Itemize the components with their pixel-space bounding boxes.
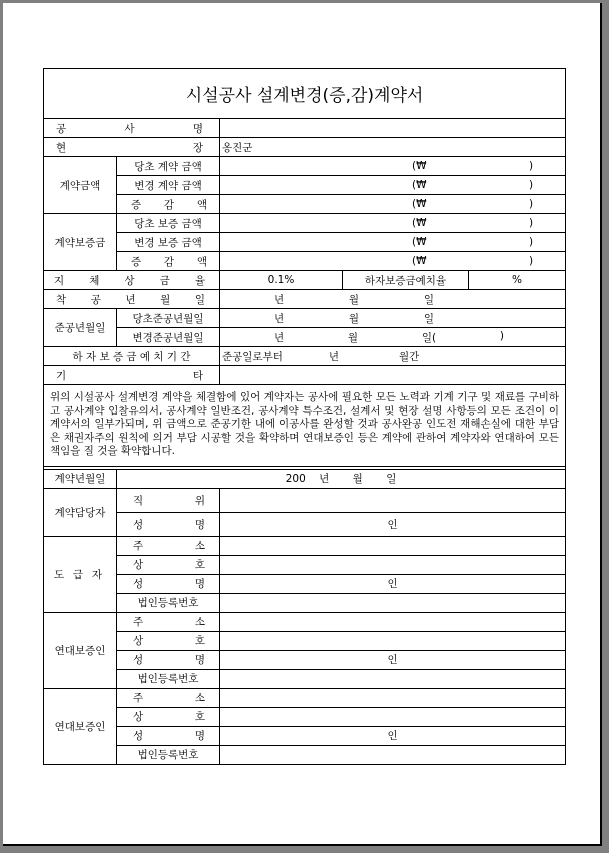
document-title: 시설공사 설계변경(증,감)계약서	[44, 69, 566, 119]
delay-rate-label: 지 체 상 금 율	[44, 271, 220, 290]
guarantor2-corp-reg-value[interactable]	[220, 745, 566, 764]
guarantee-diff-value[interactable]: (₩ )	[220, 252, 566, 271]
contract-amount-label: 계약금액	[44, 157, 117, 214]
officer-position-label: 직 위	[117, 488, 220, 512]
changed-completion-label: 변경준공년월일	[117, 328, 220, 347]
contract-terms-text: 위의 시설공사 설계변경 계약을 체결함에 있어 계약자는 공사에 필요한 모든 노력과 기계 기구 및 재료를 구비하고 공사계약 입찰유의서, 공사계약 일반조건, 공사계약 특수조건, 설계서 및 현장 설명 사항등의 모든 조건이 이 계약서의 일부가되며, 위 금액으로 준공기한 내에 이공사를 완성할 것과 공사완공 인도전 재해손실에 대한 부담은 채권자주의 원칙에 의거 부담 시공할 것을 확약하며 연대보증인 등은 계약에 관하여 계약자와 연대하여 모든 책임을 질 것을 확약합니다.	[44, 385, 566, 467]
site-value[interactable]: 옹진군	[220, 138, 566, 157]
changed-contract-amount-label: 변경 계약 금액	[117, 176, 220, 195]
guarantee-diff-label: 증 감 액	[117, 252, 220, 271]
contractor-corp-reg-value[interactable]	[220, 593, 566, 612]
guarantor1-trade-label: 상 호	[117, 631, 220, 650]
changed-completion-value[interactable]: 년 월 일( )	[220, 328, 566, 347]
subcontract-deposit-rate-label: 하자보증금예치율	[343, 271, 469, 290]
guarantor2-name-label: 성 명	[117, 726, 220, 745]
contractor-name-label: 성 명	[117, 574, 220, 593]
start-date-label: 착 공 년 월 일	[44, 290, 220, 309]
contract-form	[43, 68, 565, 799]
other-value[interactable]	[220, 366, 566, 385]
officer-name-label: 성 명	[117, 512, 220, 536]
original-guarantee-label: 당초 보증 금액	[117, 214, 220, 233]
warranty-period-value[interactable]: 준공일로부터 년 월간	[220, 347, 566, 366]
changed-guarantee-value[interactable]: (₩ )	[220, 233, 566, 252]
guarantor1-corp-reg-label: 법인등록번호	[117, 669, 220, 688]
contractor-address-label: 주 소	[117, 536, 220, 555]
original-completion-label: 당초준공년월일	[117, 309, 220, 328]
contractor-trade-label: 상 호	[117, 555, 220, 574]
delay-rate-value[interactable]: 0.1%	[220, 271, 343, 290]
original-guarantee-value[interactable]: (₩ )	[220, 214, 566, 233]
joint-guarantor-2-label: 연대보증인	[44, 688, 117, 764]
warranty-period-label: 하 자 보 증 금 예 치 기 간	[44, 347, 220, 366]
guarantor2-trade-label: 상 호	[117, 707, 220, 726]
officer-position-value[interactable]	[220, 488, 566, 512]
seal-mark: 인	[387, 578, 398, 590]
contract-diff-value[interactable]: (₩ )	[220, 195, 566, 214]
contract-date-value[interactable]: 200 년 월 일	[117, 469, 566, 488]
document-page	[3, 3, 602, 846]
joint-guarantor-1-label: 연대보증인	[44, 612, 117, 688]
guarantor2-trade-value[interactable]	[220, 707, 566, 726]
contractor-name-value[interactable]	[220, 574, 566, 593]
contract-officer-label: 계약담당자	[44, 488, 117, 536]
guarantor2-address-value[interactable]	[220, 688, 566, 707]
guarantor1-address-value[interactable]	[220, 612, 566, 631]
project-name-value[interactable]	[220, 119, 566, 138]
site-label: 현 장	[44, 138, 220, 157]
original-completion-value[interactable]: 년 월 일	[220, 309, 566, 328]
contractor-trade-value[interactable]	[220, 555, 566, 574]
guarantor1-name-label: 성 명	[117, 650, 220, 669]
seal-mark: 인	[387, 730, 398, 742]
changed-contract-amount-value[interactable]: (₩ )	[220, 176, 566, 195]
contractor-corp-reg-label: 법인등록번호	[117, 593, 220, 612]
completion-date-label: 준공년월일	[44, 309, 117, 347]
guarantor1-corp-reg-value[interactable]	[220, 669, 566, 688]
contract-guarantee-label: 계약보증금	[44, 214, 117, 271]
original-contract-amount-value[interactable]: (₩ )	[220, 157, 566, 176]
guarantor2-corp-reg-label: 법인등록번호	[117, 745, 220, 764]
guarantor1-trade-value[interactable]	[220, 631, 566, 650]
original-contract-amount-label: 당초 계약 금액	[117, 157, 220, 176]
changed-guarantee-label: 변경 보증 금액	[117, 233, 220, 252]
contract-diff-label: 증 감 액	[117, 195, 220, 214]
contractor-label: 도 급 자	[44, 536, 117, 612]
subcontract-deposit-rate-value[interactable]: %	[469, 271, 566, 290]
guarantor1-name-value[interactable]	[220, 650, 566, 669]
guarantor1-address-label: 주 소	[117, 612, 220, 631]
officer-name-value[interactable]	[220, 512, 566, 536]
guarantor2-address-label: 주 소	[117, 688, 220, 707]
contract-table	[43, 68, 566, 765]
other-label: 기 타	[44, 366, 220, 385]
start-date-value[interactable]: 년 월 일	[220, 290, 566, 309]
contract-date-label: 계약년월일	[44, 469, 117, 488]
project-name-label: 공 사 명	[44, 119, 220, 138]
contractor-address-value[interactable]	[220, 536, 566, 555]
seal-mark: 인	[387, 518, 398, 531]
guarantor2-name-value[interactable]	[220, 726, 566, 745]
seal-mark: 인	[387, 654, 398, 666]
